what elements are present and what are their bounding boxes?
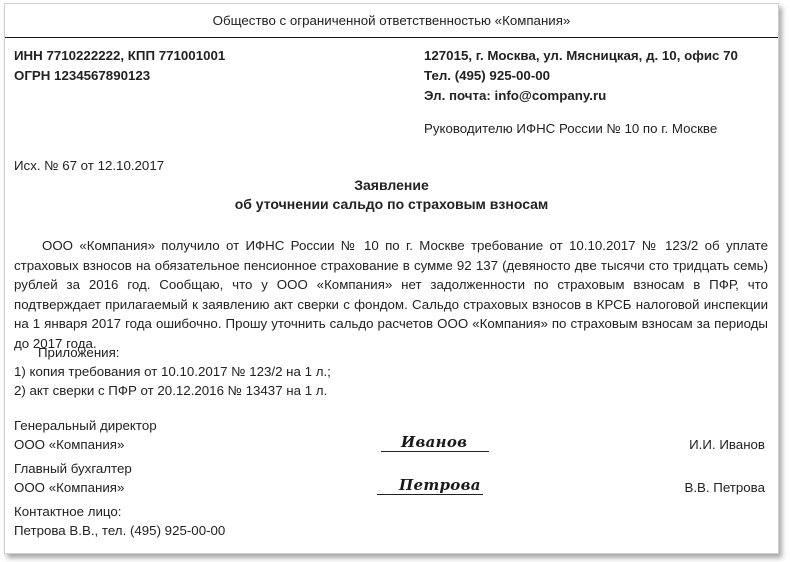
signature-line <box>377 494 483 495</box>
signatory-position: Главный бухгалтер <box>14 461 132 476</box>
ogrn: ОГРН 1234567890123 <box>14 68 151 83</box>
handwritten-signature: Петрова <box>399 476 481 494</box>
contact-value: Петрова В.В., тел. (495) 925-00-00 <box>14 523 226 538</box>
signatory-org: ООО «Компания» <box>14 437 125 452</box>
signatory-name: В.В. Петрова <box>684 480 765 495</box>
signatory-name: И.И. Иванов <box>689 437 765 452</box>
inn-kpp: ИНН 7710222222, КПП 771001001 <box>14 48 226 63</box>
outgoing-number: Исх. № 67 от 12.10.2017 <box>14 158 165 173</box>
document-title: Заявление <box>354 177 429 193</box>
body-paragraph: ООО «Компания» получило от ИФНС России № 10 по г. Москве требование от 10.10.2017 № 123/2 об уплате страховых взносов на обязательное пенсионное страхование в сумме 92 137 (девяносто две тысячи сто тридцать семь) рублей за 2016 год. Сообщаю, что у ООО «Компания» нет задолженности по страховым взносам в ПФР, что подтверждает прилагаемый к заявлению акт сверки с фондом. Сальдо страховых взносов в КРСБ налоговой инспекции на 1 января 2017 года ошибочно. Прошу уточнить сальдо расчетов ООО «Компания» по страховым взносам за периоды до 2017 года. <box>14 238 768 351</box>
attachments-heading: Приложения: <box>38 345 120 360</box>
signatory-org: ООО «Компания» <box>14 480 125 495</box>
organization-name: Общество с ограниченной ответственностью «Компания» <box>212 13 571 28</box>
company-phone: Тел. (495) 925-00-00 <box>424 68 551 83</box>
attachment-item: 2) акт сверки с ПФР от 20.12.2016 № 13437 на 1 л. <box>14 383 328 398</box>
company-address: 127015, г. Москва, ул. Мясницкая, д. 10, офис 70 <box>424 48 738 63</box>
header-divider <box>5 37 778 38</box>
attachment-item: 1) копия требования от 10.10.2017 № 123/2 на 1 л.; <box>14 364 331 379</box>
document-page <box>4 3 779 554</box>
document-subtitle: об уточнении сальдо по страховым взносам <box>234 196 549 212</box>
contact-label: Контактное лицо: <box>14 504 122 519</box>
company-email: Эл. почта: info@company.ru <box>424 88 607 103</box>
signatory-position: Генеральный директор <box>14 418 157 433</box>
handwritten-signature: Иванов <box>401 433 468 451</box>
addressee: Руководителю ИФНС России № 10 по г. Москве <box>424 121 718 136</box>
signature-line <box>381 451 489 452</box>
